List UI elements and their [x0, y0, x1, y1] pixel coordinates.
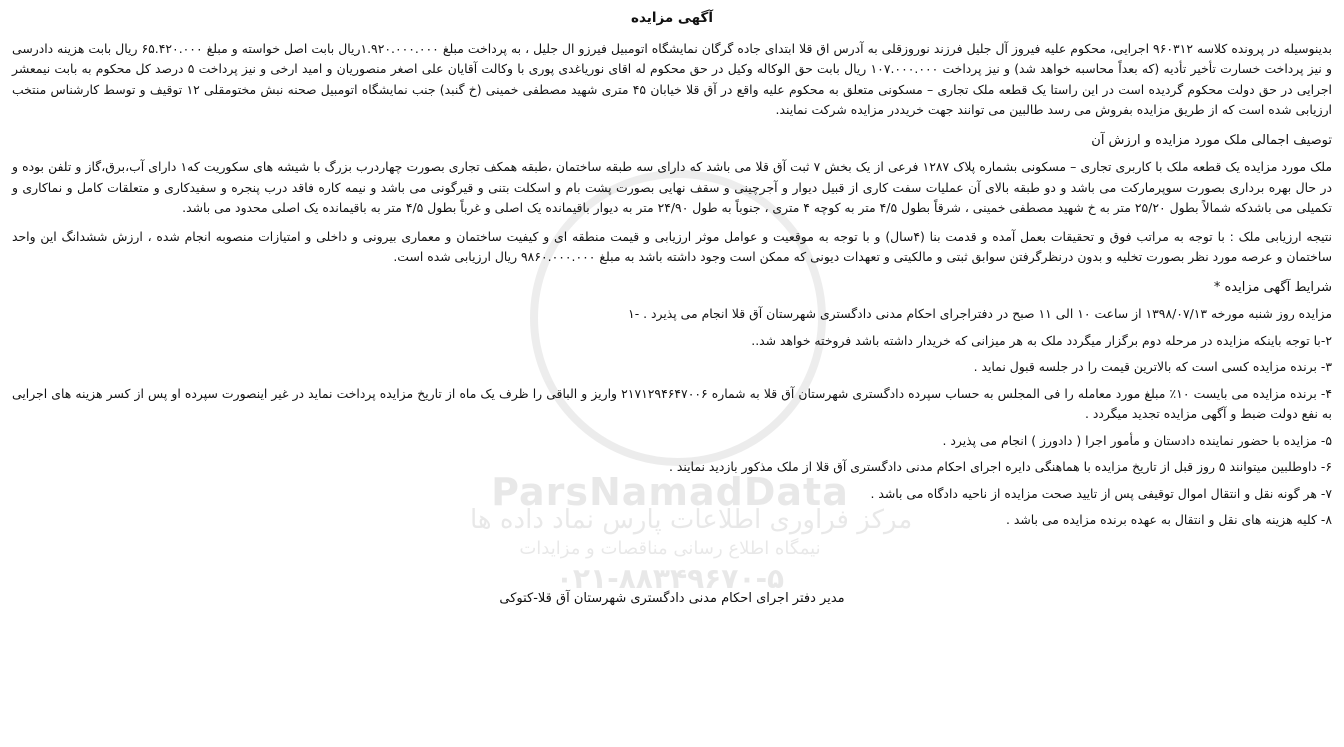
valuation-paragraph: نتیجه ارزیابی ملک : با توجه به مراتب فوق و تحقیقات بعمل آمده و قدمت بنا (۴سال) و با توجه به موقعیت و عوامل موثر ارزیابی و قیمت منطقه ای و کیفیت ساختمان و معماری بیرونی و داخلی و امتیازات منصوبه انجام شده ، ارزش ششدانگ این واحد ساختمان و عرصه مورد نظر بصورت تخلیه و بدون درنظرگرفتن سوابق ثبتی و مالکیتی و تعهدات دیونی که ممکن است وجود داشته باشد به مبلغ ۹۸۶۰.۰۰۰.۰۰۰ ریال ارزیابی شده است. [12, 228, 1332, 264]
condition-item: ۶- داوطلبین میتوانند ۵ روز قبل از تاریخ مزایده با هماهنگی دایره اجرای احکام مدنی دادگستری آق قلا از ملک مذکور بازدید نمایند . [668, 459, 1332, 474]
conditions-heading: شرایط آگهی مزایده * [1213, 279, 1332, 295]
watermark-line2: نیمگاه اطلاع رسانی مناقصات و مزایدات [519, 538, 821, 559]
condition-item: ۲-با توجه باینکه مزایده در مرحله دوم برگزار میگردد ملک به هر میزانی که خریدار داشته باشد فروخته خواهد شد.. [751, 332, 1332, 348]
condition-item: ۷- هر گونه نقل و انتقال اموال توقیفی پس از تایید صحت مزایده از ناحیه دادگاه می باشد . [870, 485, 1332, 501]
watermark-phone: ۰۲۱-۸۸۳۴۹۶۷۰-۵ [555, 562, 785, 595]
condition-item: ۳- برنده مزایده کسی است که بالاترین قیمت را در جلسه قبول نماید . [973, 359, 1332, 374]
condition-item: ۴- برنده مزایده می بایست ۱۰٪ مبلغ مورد معامله را فی المجلس به حساب سپرده دادگستری شهرستان آق قلا به شماره ۲۱۷۱۲۹۴۶۴۷۰۰۶ واریز و الباقی را ظرف یک ماه از تاریخ مزایده پرداخت نماید در غیر اینصورت سپرده او پس از کسر هزینه های اجرایی به نفع دولت ضبط و آگهی مزایده تجدید میگردد . [12, 385, 1332, 421]
watermark-line1: مرکز فراوری اطلاعات پارس نماد داده ها [470, 505, 913, 535]
intro-paragraph: بدینوسیله در پرونده کلاسه ۹۶۰۳۱۲ اجرایی، محکوم علیه فیروز آل جلیل فرزند نوروزقلی به آدرس اق قلا ابتدای جاده گرگان نمایشگاه اتومبیل فیرزو ال جلیل ، به پرداخت مبلغ ۱.۹۲۰.۰۰۰.۰۰۰ریال بابت اصل خواسته و مبلغ ۶۵.۴۲۰.۰۰۰ ریال بابت هزینه دادرسی و نیز پرداخت خسارت تأخیر تأدیه (که بعداً محاسبه خواهد شد) و نیز پرداخت ۱۰۷.۰۰۰.۰۰۰ ریال بابت حق الوکاله وکیل در حق محکوم له اقای نوریاغدی پوری با وکالت آقایان علی اصغر منصوریان و امید ارخی و نیز پرداخت ۵ درصد کل محکوم به بابت نیمعشر اجرایی در حق دولت محکوم گردیده است در این راستا یک قطعه ملک تجاری – مسکونی متعلق به محکوم علیه واقع در آق قلا خیابان ۴۵ متری شهید مصطفی خمینی (خ گنبد) جنب نمایشگاه اتومبیل صحنه نبش مختومقلی ۱۲ توقیف و توسط کارشناس منتخب ارزیابی شده است که از طریق مزایده بفروش می رسد طالبین می توانند جهت خریددر مزایده شرکت نمایند. [12, 40, 1333, 117]
auction-notice [12, 8, 1332, 609]
description-heading: توصیف اجمالی ملک مورد مزایده و ارزش آن [1091, 132, 1332, 148]
condition-item: ۵- مزایده با حضور نماینده دادستان و مأمور اجرا ( دادورز ) انجام می پذیرد . [942, 432, 1332, 448]
signature-footer: مدیر دفتر اجرای احکام مدنی دادگستری شهرستان آق قلا-کتوکی [499, 590, 845, 606]
conditions-list [12, 304, 1332, 531]
condition-item: ۸- کلیه هزینه های نقل و انتقال به عهده برنده مزایده می باشد . [1006, 512, 1332, 527]
watermark-brand: ParsNamadData [491, 470, 849, 514]
condition-item: مزایده روز شنبه مورخه ۱۳۹۸/۰۷/۱۳ از ساعت ۱۰ الی ۱۱ صبح در دفتراجرای احکام مدنی دادگستری شهرستان آق قلا انجام می پذیرد . -۱ [628, 306, 1332, 321]
description-paragraph: ملک مورد مزایده یک قطعه ملک با کاربری تجاری – مسکونی بشماره پلاک ۱۲۸۷ فرعی از یک بخش ۷ ثبت آق قلا می باشد که دارای سه طبقه ساختمان ،طبقه همکف تجاری بصورت چهاردرب بزرگ با شیشه های سکوریت که۱ دارای آب،برق،گاز و تلفن بوده و در حال بهره برداری بصورت سوپرمارکت می باشد و دو طبقه بالای آن عملیات سفت کاری از قبیل دیوار و آجرچینی و سقف نهایی بصورت پشت بام و اسکلت بتنی و قیرگونی می باشد و نیمه کاره فاقد درب پنجره و سفیدکاری و متعلقات کامل و نماکاری و تکمیلی می باشدکه شمالاً بطول ۲۵/۲۰ متر به خ شهید مصطفی خمینی ، شرقاً بطول ۴/۵ متر به کوچه ۴ متری ، جنوباً به طول ۲۴/۹۰ متر به دیوار باقیمانده یک اصلی و غرباً بطول ۴/۵ متر به باقیمانده یک اصلی محدود می باشد. [12, 159, 1332, 215]
notice-title: آگهی مزایده [631, 10, 713, 26]
